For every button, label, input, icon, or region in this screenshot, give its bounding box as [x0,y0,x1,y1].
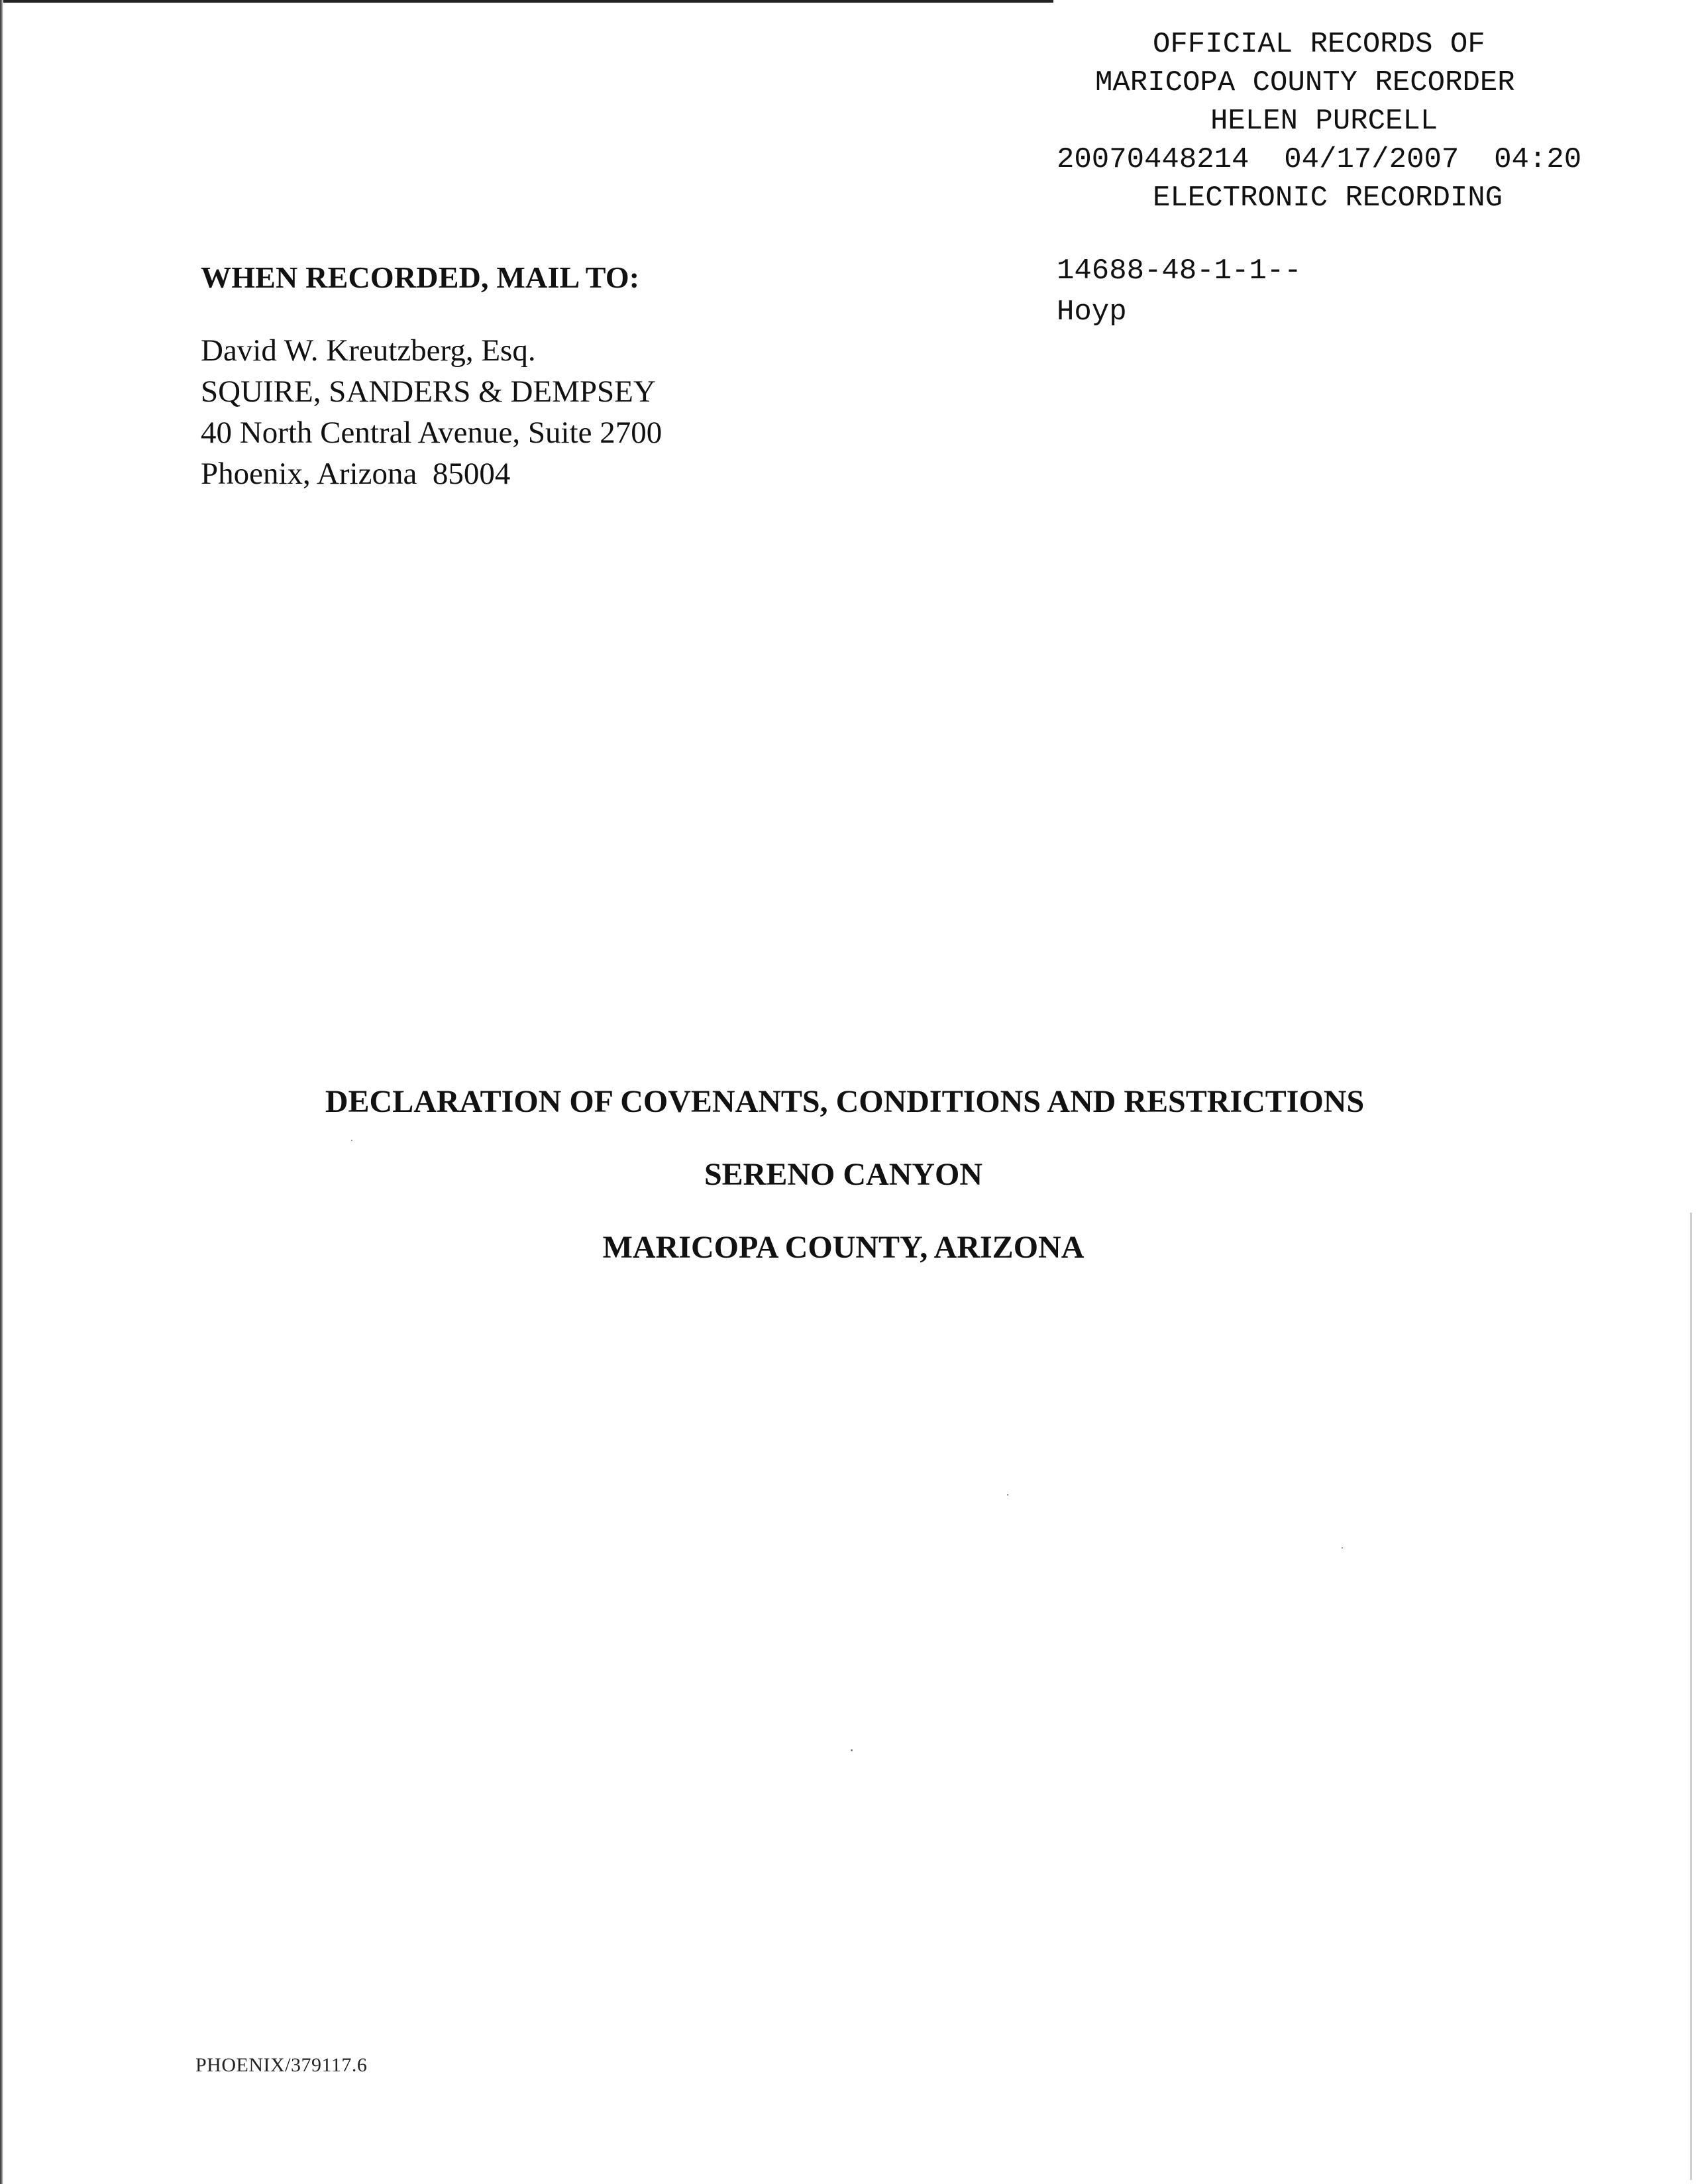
scan-edge-top [0,0,1053,3]
project-name: SERENO CANYON [704,1157,983,1192]
stamp-line-official-records: OFFICIAL RECORDS OF [1153,28,1485,61]
document-title: DECLARATION OF COVENANTS, CONDITIONS AND RESTRICTIONS [325,1084,1365,1119]
scan-speck [1342,1547,1343,1549]
mail-to-address [201,330,662,494]
stamp-line-county-recorder: MARICOPA COUNTY RECORDER [1095,66,1515,99]
address-line-street: 40 North Central Avenue, Suite 2700 [201,415,662,450]
scan-speck [1007,1494,1008,1496]
recording-ids [1057,250,1302,333]
county-state: MARICOPA COUNTY, ARIZONA [602,1230,1085,1265]
address-line-city: Phoenix, Arizona 85004 [201,457,511,491]
document-id: PHOENIX/379117.6 [195,2054,368,2076]
mail-to-heading: WHEN RECORDED, MAIL TO: [201,260,640,294]
stamp-line-electronic-recording: ELECTRONIC RECORDING [1153,182,1503,215]
address-line-name: David W. Kreutzberg, Esq. [201,333,536,368]
recording-stamp [1057,25,1679,217]
scan-speck [351,1140,352,1141]
address-line-firm: SQUIRE, SANDERS & DEMPSEY [201,374,656,409]
scan-speck [851,1749,853,1751]
stamp-line-recorder-name: HELEN PURCELL [1210,105,1438,138]
scan-edge-right [1690,1213,1692,2180]
fee-code: 14688-48-1-1-- [1057,254,1302,288]
stamp-line-record-number-date: 20070448214 04/17/2007 04:20 [1057,143,1582,176]
clerk-initials: Hoyp [1057,296,1127,329]
